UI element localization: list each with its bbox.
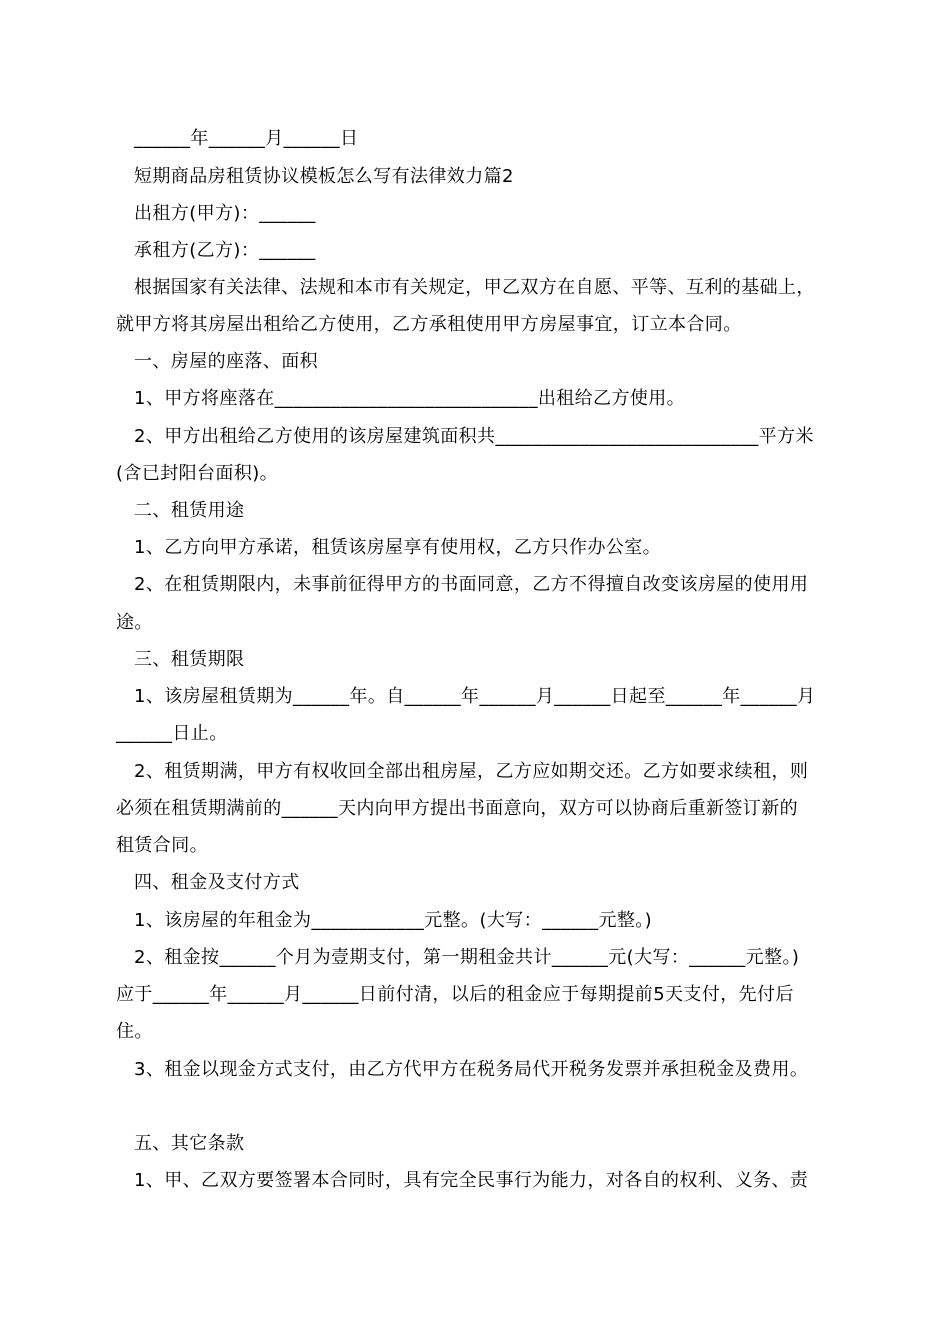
paragraph-line: 1、该房屋的年租金为____________元整。(大写：______元整。) — [134, 910, 653, 931]
paragraph-line: 应于______年______月______日前付清，以后的租金应于每期提前5天支付，先付后 — [116, 984, 794, 1005]
paragraph-line: 根据国家有关法律、法规和本市有关规定，甲乙双方在自愿、平等、互利的基础上， — [134, 277, 815, 298]
clause-heading: 四、租金及支付方式 — [134, 872, 300, 893]
paragraph-line: 就甲方将其房屋出租给乙方使用，乙方承租使用甲方房屋事宜，订立本合同。 — [116, 314, 742, 335]
paragraph-line: 1、甲方将座落在____________________________出租给乙方使用。 — [134, 388, 686, 409]
section-title: 短期商品房租赁协议模板怎么写有法律效力篇2 — [134, 166, 514, 187]
paragraph-line: 住。 — [116, 1021, 153, 1042]
paragraph-line: 1、乙方向甲方承诺，租赁该房屋享有使用权，乙方只作办公室。 — [134, 537, 662, 558]
paragraph-line: 租赁合同。 — [116, 835, 208, 856]
paragraph-line: 1、甲、乙双方要签署本合同时，具有完全民事行为能力，对各自的权利、义务、责 — [134, 1170, 809, 1191]
clause-heading: 二、租赁用途 — [134, 500, 245, 521]
paragraph-line: 2、甲方出租给乙方使用的该房屋建筑面积共____________________________平方米 — [134, 426, 814, 447]
lessor-line: 出租方(甲方)：______ — [134, 203, 316, 224]
clause-heading: 一、房屋的座落、面积 — [134, 351, 318, 372]
clause-heading: 三、租赁期限 — [134, 649, 245, 670]
date-line: ______年______月______日 — [134, 128, 359, 149]
clause-heading: 五、其它条款 — [134, 1133, 245, 1154]
paragraph-line: 1、该房屋租赁期为______年。自______年______月______日起至______年______月 — [134, 686, 816, 707]
paragraph-line: ______日止。 — [116, 723, 228, 744]
paragraph-line: 2、租赁期满，甲方有权收回全部出租房屋，乙方应如期交还。乙方如要求续租，则 — [134, 761, 809, 782]
paragraph-line: 途。 — [116, 612, 153, 633]
paragraph-line: 2、在租赁期限内，未事前征得甲方的书面同意，乙方不得擅自改变该房屋的使用用 — [134, 574, 809, 595]
paragraph-line: 2、租金按______个月为壹期支付，第一期租金共计______元(大写：______元整。) — [134, 947, 800, 968]
paragraph-line: 必须在租赁期满前的______天内向甲方提出书面意向，双方可以协商后重新签订新的 — [116, 798, 798, 819]
paragraph-line: (含已封阳台面积)。 — [116, 463, 279, 484]
lessee-line: 承租方(乙方)：______ — [134, 240, 316, 261]
paragraph-line: 3、租金以现金方式支付，由乙方代甲方在税务局代开税务发票并承担税金及费用。 — [134, 1059, 809, 1080]
